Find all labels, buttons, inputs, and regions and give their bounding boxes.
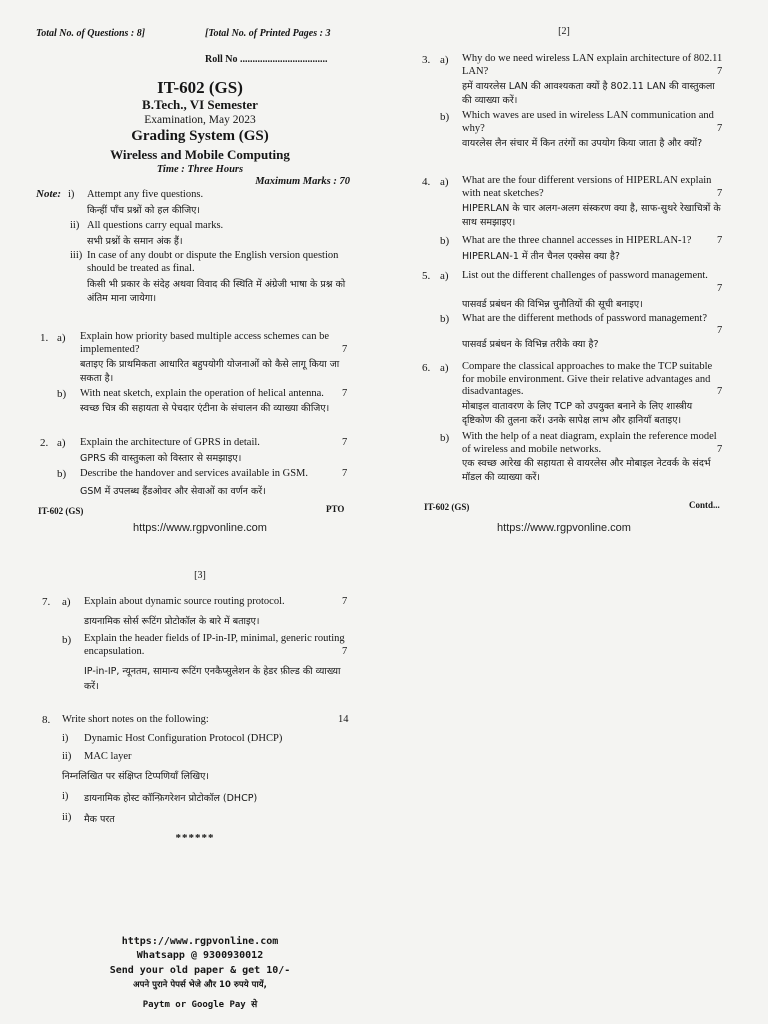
q4a-text: What are the four different versions of HIPERLAN explain with neat sketches? [462, 175, 712, 199]
q4b-text: What are the three channel accesses in HIPERLAN-1? [462, 235, 692, 246]
note-2-en: All questions carry equal marks. [87, 220, 224, 231]
promo-paytm: Paytm or Google Pay से [142, 1000, 258, 1010]
q7b-hindi: IP-in-IP, न्यूनतम, सामान्य रूटिंग एनकैप्सुलेशन के हेडर फ़ील्ड की व्याख्या करें। [84, 666, 341, 692]
q1b-text: With neat sketch, explain the operation of helical antenna. [80, 388, 324, 399]
footer-code: IT-602 (GS) [38, 506, 84, 516]
q2a-marks: 7 [342, 437, 348, 448]
q2a-text: Explain the architecture of GPRS in detail. [80, 437, 260, 448]
q3b-hindi: वायरलेस लैन संचार में किन तरंगों का उपयोग किया जाता है और क्यों? [462, 138, 703, 149]
q1b-marks: 7 [342, 388, 348, 399]
q6b-text: With the help of a neat diagram, explain the reference model of wireless and mobile networks. [462, 431, 717, 455]
q8-text: Write short notes on the following: [62, 714, 209, 725]
q7-number: 7. [42, 596, 51, 608]
q5a-text: List out the different challenges of password management. [462, 270, 708, 281]
q3a-label: a) [440, 54, 449, 66]
promo-send: Send your old paper & get 10/- [109, 965, 291, 976]
exam-time: Time : Three Hours [156, 164, 244, 175]
q7a-label: a) [62, 596, 71, 608]
q5b-text: What are the different methods of password management? [462, 313, 708, 324]
subject: Wireless and Mobile Computing [110, 147, 290, 162]
grading-system: Grading System (GS) [131, 128, 269, 144]
q8-hi-item-1-label: i) [62, 791, 69, 802]
contd-label: Contd... [689, 500, 720, 510]
q4b-label: b) [440, 235, 450, 247]
q6b-hindi: एक स्वच्छ आरेख की सहायता से वायरलेस और मोबाइल नेटवर्क के संदर्भ मॉडल की व्याख्या करें। [462, 458, 711, 483]
footer-code: IT-602 (GS) [424, 502, 470, 512]
note-3-en: In case of any doubt or dispute the English version question should be treated as final. [87, 250, 339, 274]
q4a-marks: 7 [717, 188, 723, 199]
end-stars: ****** [175, 832, 215, 844]
q1a-hindi: बताइए कि प्राथमिकता आधारित बहुपयोगी योजनाओं को कैसे लागू किया जा सकता है। [80, 359, 340, 384]
total-pages: [Total No. of Printed Pages : 3 [205, 28, 331, 39]
q4b-hindi: HIPERLAN-1 में तीन चैनल एक्सेस क्या है? [462, 251, 620, 262]
note-1-hi: किन्हीं पाँच प्रश्नों को हल कीजिए। [87, 205, 201, 216]
q7b-label: b) [62, 634, 72, 646]
page-3 [0, 560, 384, 1024]
page-number: [2] [558, 26, 570, 37]
q1b-hindi: स्वच्छ चित्र की सहायता से पेचदार एंटीना के संचालन की व्याख्या कीजिए। [80, 403, 330, 414]
q7b-marks: 7 [342, 646, 348, 657]
q8-marks: 14 [338, 714, 349, 725]
q1a-marks: 7 [342, 344, 348, 355]
q5a-marks: 7 [717, 283, 723, 294]
q3b-label: b) [440, 111, 450, 123]
exam-session: Examination, May 2023 [144, 114, 256, 126]
q5b-label: b) [440, 313, 450, 325]
q5b-marks: 7 [717, 325, 723, 336]
paper-code: IT-602 (GS) [157, 78, 243, 97]
page-2 [384, 0, 768, 560]
q2a-label: a) [57, 437, 66, 449]
note-3-hi: किसी भी प्रकार के संदेह अथवा विवाद की स्थिति में अंग्रेजी भाषा के प्रश्न को अंतिम माना जायेगा। [87, 279, 346, 304]
promo-hindi: अपने पुराने पेपर्स भेजे और 10 रुपये पायें, [133, 980, 267, 990]
promo-whatsapp: Whatsapp @ 9300930012 [136, 950, 264, 961]
note-2-hi: सभी प्रश्नों के समान अंक हैं। [87, 236, 183, 247]
q8-item-1-text: Dynamic Host Configuration Protocol (DHCP) [84, 733, 283, 744]
q3a-text: Why do we need wireless LAN explain architecture of 802.11 LAN? [462, 53, 723, 77]
footer-url[interactable]: https://www.rgpvonline.com [133, 522, 267, 534]
q5a-hindi: पासवर्ड प्रबंधन की विभिन्न चुनौतियों की सूची बनाइए। [462, 299, 643, 310]
q2b-text: Describe the handover and services available in GSM. [80, 468, 309, 479]
q2-number: 2. [40, 437, 49, 449]
q6a-label: a) [440, 362, 449, 374]
q3b-marks: 7 [717, 123, 723, 134]
q7a-text: Explain about dynamic source routing protocol. [84, 596, 285, 607]
note-1-num: i) [68, 189, 75, 200]
q6a-text: Compare the classical approaches to make the TCP suitable for mobile environment. Give their relative advantages and disadvantages. [462, 361, 713, 397]
page-1 [0, 0, 384, 560]
q7b-text: Explain the header fields of IP-in-IP, minimal, generic routing encapsulation. [84, 633, 345, 657]
q6-number: 6. [422, 362, 431, 374]
pto-label: PTO [326, 504, 345, 514]
q5a-label: a) [440, 270, 449, 282]
footer-url[interactable]: https://www.rgpvonline.com [497, 522, 631, 534]
q3-number: 3. [422, 54, 431, 66]
q1b-label: b) [57, 388, 67, 400]
q4a-label: a) [440, 176, 449, 188]
q6a-hindi: मोबाइल वातावरण के लिए TCP को उपयुक्त बनाने के लिए शास्त्रीय दृष्टिकोण की तुलना करें। उनके सापेक्ष लाभ और हानियाँ बताइए। [462, 401, 693, 426]
q8-hi-item-2-text: मैक परत [84, 814, 115, 825]
q2b-marks: 7 [342, 468, 348, 479]
q8-item-2-text: MAC layer [84, 751, 132, 762]
note-2-num: ii) [70, 220, 80, 231]
q7a-marks: 7 [342, 596, 348, 607]
promo-url[interactable]: https://www.rgpvonline.com [121, 936, 279, 947]
max-marks: Maximum Marks : 70 [255, 176, 350, 187]
q6a-marks: 7 [717, 386, 723, 397]
note-3-num: iii) [70, 250, 83, 261]
q8-hindi: निम्नलिखित पर संक्षिप्त टिप्पणियाँ लिखिए। [62, 771, 210, 782]
q4-number: 4. [422, 176, 431, 188]
q8-hi-item-2-label: ii) [62, 812, 72, 823]
q3a-marks: 7 [717, 66, 723, 77]
q2b-hindi: GSM में उपलब्ध हैंडओवर और सेवाओं का वर्णन करें। [80, 486, 266, 497]
q4b-marks: 7 [717, 235, 723, 246]
note-label: Note: [36, 188, 62, 200]
q1a-label: a) [57, 332, 66, 344]
q5b-hindi: पासवर्ड प्रबंधन के विभिन्न तरीके क्या है? [462, 339, 599, 350]
course: B.Tech., VI Semester [142, 97, 258, 112]
q3a-hindi: हमें वायरलेस LAN की आवश्यकता क्यों है 802.11 LAN की वास्तुकला की व्याख्या करें। [462, 81, 715, 106]
q8-hi-item-1-text: डायनामिक होस्ट कॉन्फ़िगरेशन प्रोटोकॉल (DHCP) [84, 793, 258, 804]
q1-number: 1. [40, 332, 49, 344]
q5-number: 5. [422, 270, 431, 282]
total-questions: Total No. of Questions : 8] [36, 28, 146, 39]
q4a-hindi: HIPERLAN के चार अलग-अलग संस्करण क्या है, साफ-सुथरे रेखाचित्रों के साथ समझाइए। [462, 203, 721, 228]
q7a-hindi: डायनामिक सोर्स रूटिंग प्रोटोकॉल के बारे में बताइए। [84, 616, 260, 627]
q8-item-1-label: i) [62, 733, 69, 744]
q6b-marks: 7 [717, 444, 723, 455]
q6b-label: b) [440, 432, 450, 444]
page-number: [3] [194, 570, 206, 581]
roll-no: Roll No ................................... [205, 54, 328, 65]
q3b-text: Which waves are used in wireless LAN communication and why? [462, 110, 714, 134]
q8-item-2-label: ii) [62, 751, 72, 762]
q2b-label: b) [57, 468, 67, 480]
note-1-en: Attempt any five questions. [87, 189, 204, 200]
q8-number: 8. [42, 714, 51, 726]
q2a-hindi: GPRS की वास्तुकला को विस्तार से समझाइए। [80, 453, 242, 464]
q1a-text: Explain how priority based multiple access schemes can be implemented? [80, 331, 330, 355]
